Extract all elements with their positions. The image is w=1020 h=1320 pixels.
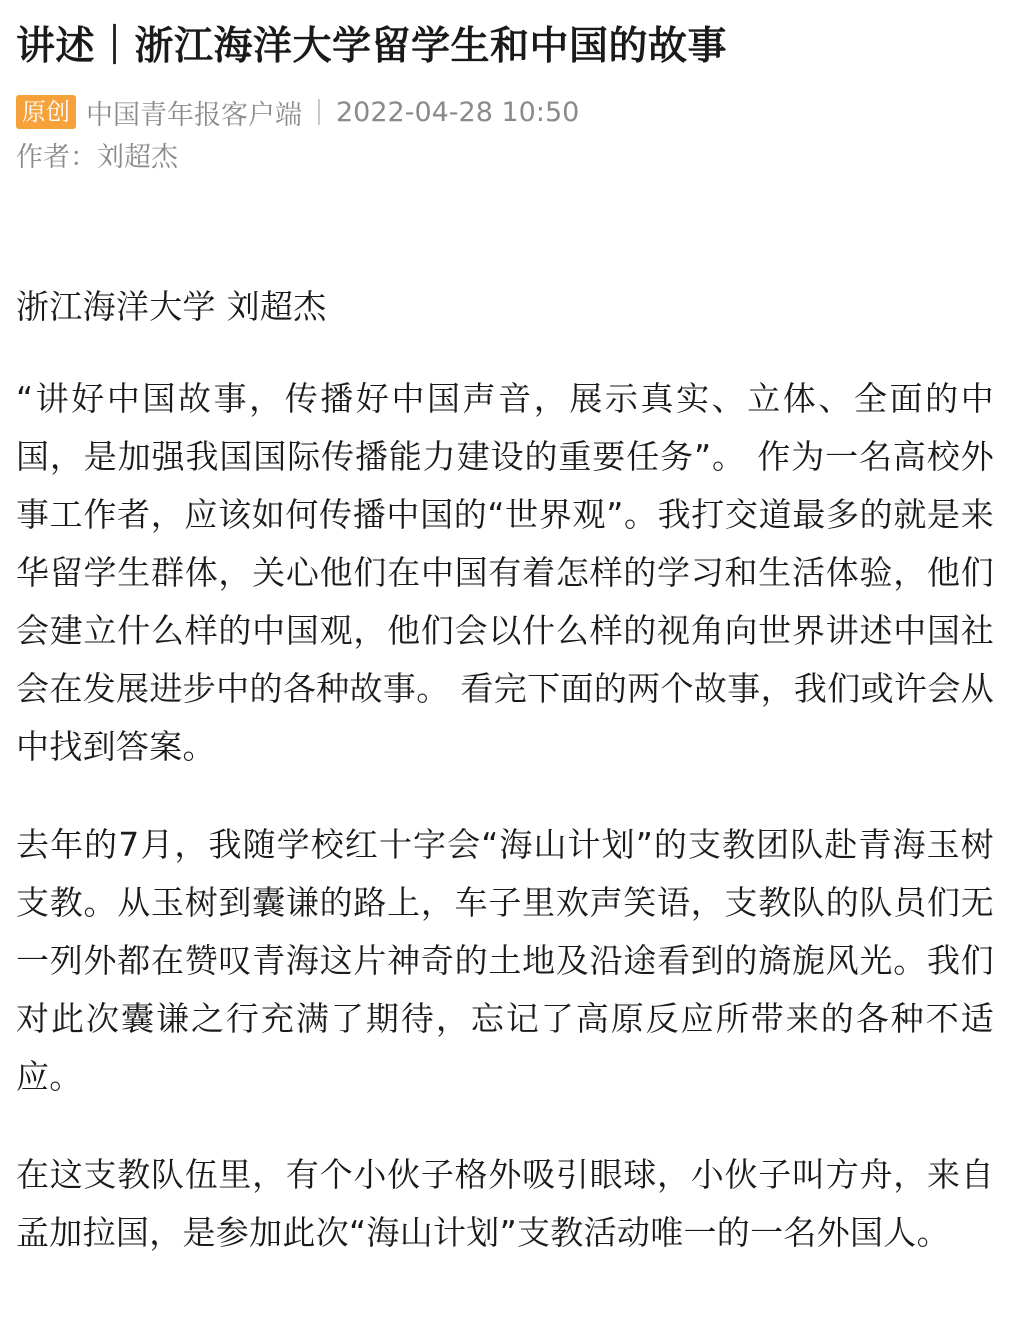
original-badge: 原创 [16,95,76,129]
paragraph-byline: 浙江海洋大学 刘超杰 [16,287,327,326]
source-link[interactable]: 中国青年报客户端 [86,99,302,131]
article-body [16,278,994,1262]
author-line [16,138,994,178]
author-name: 刘超杰 [97,142,178,173]
article-meta [16,92,994,132]
publish-time: 2022-04-28 10:50 [336,96,580,128]
paragraph-intro: “讲好中国故事，传播好中国声音，展示真实、立体、全面的中国，是加强我国国际传播能力建设的重要任务”。 作为一名高校外事工作者，应该如何传播中国的“世界观”。我打交道最多的就是来华留学生群体，关心他们在中国有着怎样的学习和生活体验，他们会建立什么样的中国观，他们会以什么样的视角向世界讲述中国社会在发展进步中的各种故事。 看完下面的两个故事，我们或许会从中找到答案。 [16,379,994,766]
paragraph-story-fangzhou: 在这支教队伍里，有个小伙子格外吸引眼球，小伙子叫方舟，来自孟加拉国，是参加此次“海山计划”支教活动唯一的一名外国人。 [16,1155,994,1252]
author-label: 作者： [16,142,97,173]
meta-divider [318,99,320,125]
paragraph-story-trip: 去年的7月，我随学校红十字会“海山计划”的支教团队赴青海玉树支教。从玉树到囊谦的路上，车子里欢声笑语，支教队的队员们无一列外都在赞叹青海这片神奇的土地及沿途看到的旖旎风光。我们对此次囊谦之行充满了期待，忘记了高原反应所带来的各种不适应。 [16,825,994,1096]
article-title: 讲述｜浙江海洋大学留学生和中国的故事 [16,24,728,69]
